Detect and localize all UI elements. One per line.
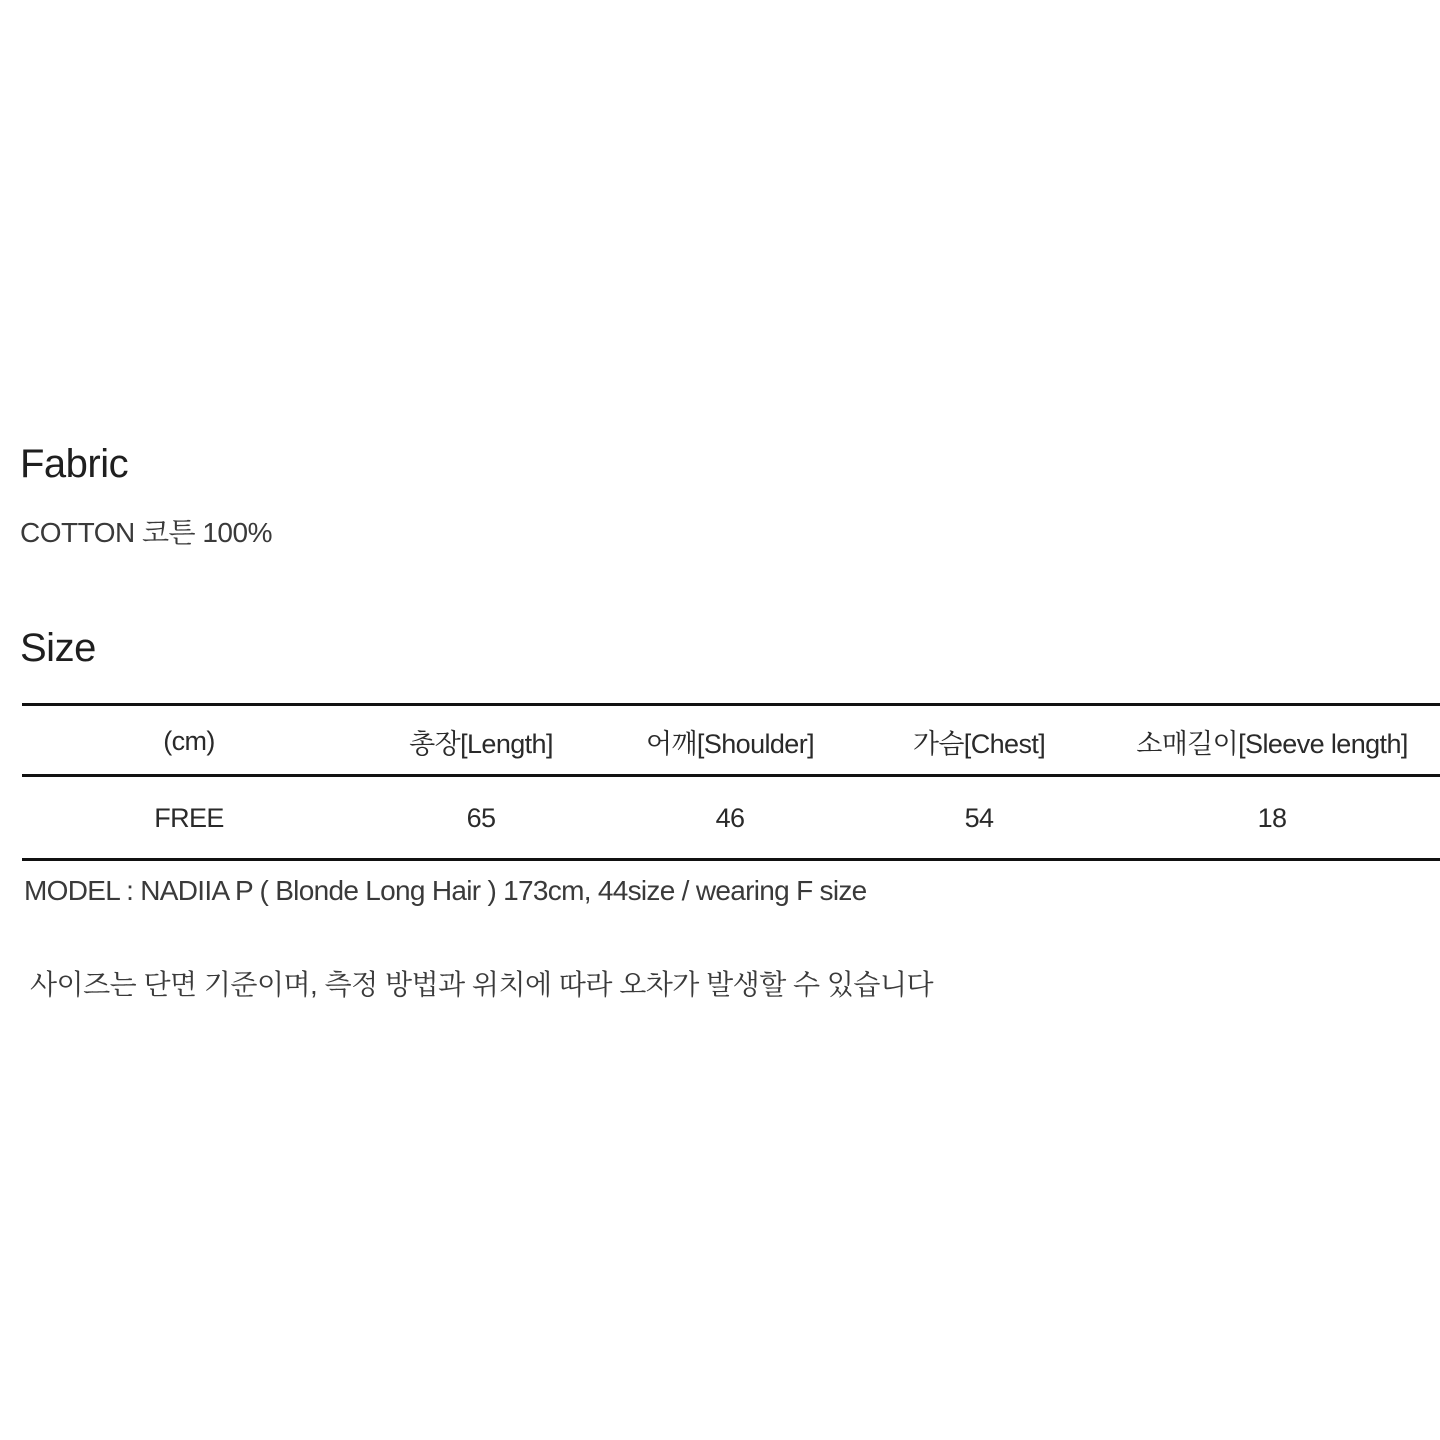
size-label-cell: FREE: [154, 803, 224, 833]
shoulder-value-cell: 46: [715, 803, 745, 833]
size-notice-text: 사이즈는 단면 기준이며, 측정 방법과 위치에 따라 오차가 발생할 수 있습니다: [30, 969, 934, 1000]
length-column-header: 총장[Length]: [409, 728, 553, 759]
size-table: [22, 703, 1440, 861]
shoulder-column-header: 어깨[Shoulder]: [645, 728, 815, 759]
chest-column-header: 가슴[Chest]: [912, 728, 1046, 759]
model-info-note: MODEL : NADIIA P ( Blonde Long Hair ) 173cm, 44size / wearing F size: [24, 875, 867, 906]
size-notice-clipped: [30, 968, 1030, 1000]
unit-column-header: (cm): [163, 725, 215, 756]
sleeve-length-column-header: 소매길이[Sleeve length]: [1136, 728, 1408, 759]
size-table-header-row: [22, 705, 1440, 776]
sleeve-length-value-cell: 18: [1257, 803, 1287, 833]
size-heading: Size: [20, 626, 96, 670]
fabric-heading: Fabric: [20, 442, 129, 486]
table-row: [22, 776, 1440, 860]
chest-value-cell: 54: [964, 803, 994, 833]
fabric-composition: COTTON 코튼 100%: [20, 517, 272, 548]
length-value-cell: 65: [466, 803, 496, 833]
